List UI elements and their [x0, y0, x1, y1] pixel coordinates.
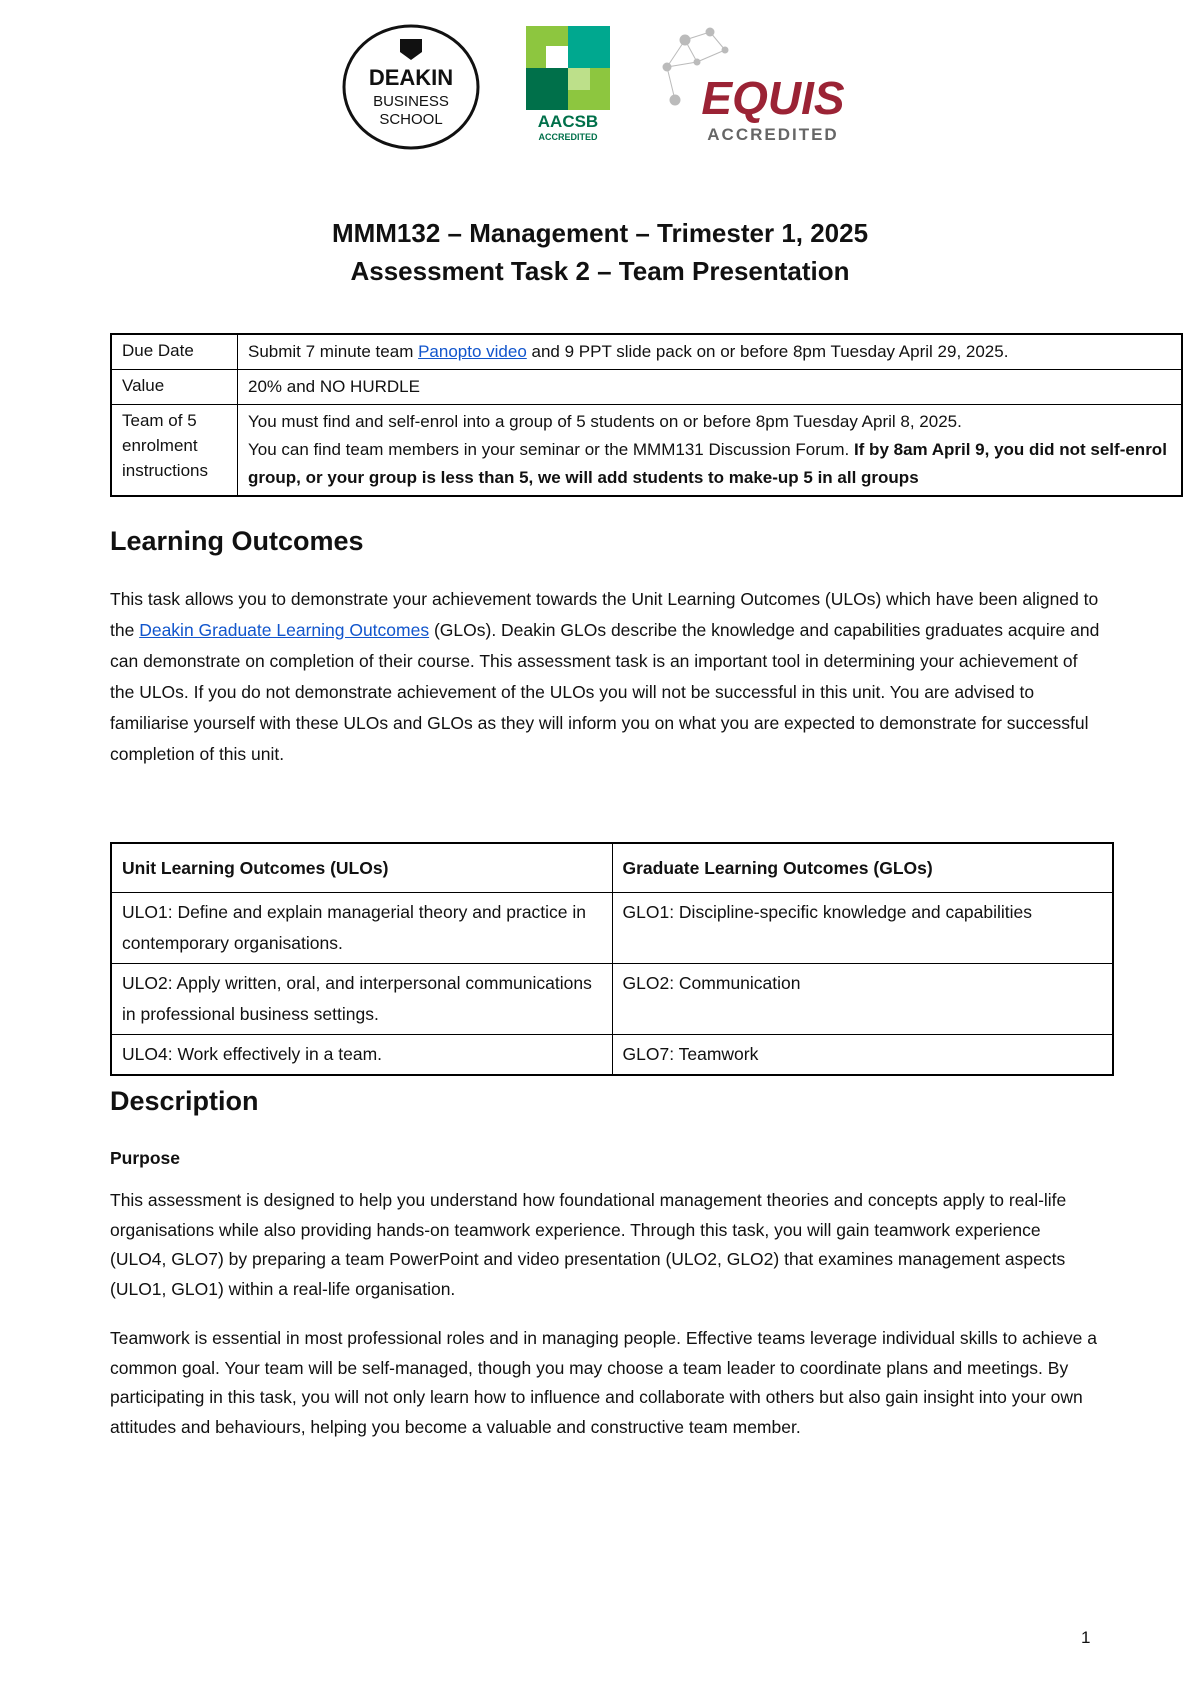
- ulo-cell: ULO1: Define and explain managerial theory and practice in contemporary organisations.: [111, 893, 612, 964]
- learning-outcomes-paragraph: This task allows you to demonstrate your achievement towards the Unit Learning Outcomes (ULOs) which have been aligned to the Deakin Graduate Learning Outcomes (GLOs). Deakin GLOs describe the knowledge and capabilities graduates acquire and can demonstrate on completion of their course. This assessment task is an important tool in determining your achievement of the ULOs. If you do not demonstrate achievement of the ULOs you will not be successful in this unit. You are advised to familiarise yourself with these ULOs and GLOs as they will inform you on what you are expected to demonstrate for successful completion of this unit.: [110, 589, 1100, 764]
- team-enrolment-instructions: You must find and self-enrol into a group of 5 students on or before 8pm Tuesday April 8, 2025. You can find team members in your seminar or the MMM131 Discussion Forum. If by 8am April 9, you did not self-enrol group, or your group is less than 5, we will add students to make-up 5 in all groups: [238, 405, 1183, 497]
- description-heading: Description: [110, 1086, 259, 1116]
- value-row: [111, 370, 1182, 405]
- table-row: [111, 964, 1113, 1035]
- page-number: 1: [1081, 1628, 1091, 1647]
- purpose-paragraph-1: This assessment is designed to help you understand how foundational management theories and concepts apply to real-life organisations while also providing hands-on teamwork experience. Through this task, you will gain teamwork experience (ULO4, GLO7) by preparing a team PowerPoint and video presentation (ULO2, GLO2) that examines management aspects (ULO1, GLO1) within a real-life organisation.: [110, 1190, 1067, 1299]
- value-text: 20% and NO HURDLE: [238, 370, 1183, 405]
- svg-text:AACSB: AACSB: [537, 112, 599, 131]
- due-date-label: Due Date: [111, 334, 238, 370]
- page-title: [0, 214, 1200, 290]
- learning-outcomes-heading: Learning Outcomes: [110, 526, 364, 556]
- value-label: Value: [111, 370, 238, 405]
- panopto-video-link[interactable]: Panopto video: [418, 342, 527, 361]
- deakin-glo-link[interactable]: Deakin Graduate Learning Outcomes: [139, 620, 430, 640]
- aacsb-accredited-logo: [526, 26, 616, 144]
- glo-cell: GLO7: Teamwork: [612, 1035, 1113, 1076]
- title-line-task: Assessment Task 2 – Team Presentation: [350, 256, 850, 286]
- equis-accredited-logo: [655, 22, 855, 152]
- svg-text:BUSINESS: BUSINESS: [373, 93, 449, 110]
- title-line-unit: MMM132 – Management – Trimester 1, 2025: [331, 218, 869, 248]
- deakin-business-school-logo: [340, 22, 482, 152]
- table-row: [111, 1035, 1113, 1076]
- ulo-glo-table: [110, 842, 1114, 1076]
- svg-text:EQUIS: EQUIS: [701, 72, 845, 124]
- due-date-row: [111, 334, 1182, 370]
- ulo-column-header: Unit Learning Outcomes (ULOs): [111, 843, 612, 893]
- ulo-cell: ULO4: Work effectively in a team.: [111, 1035, 612, 1076]
- due-date-value: Submit 7 minute team Panopto video and 9 PPT slide pack on or before 8pm Tuesday April 29, 2025.: [238, 334, 1183, 370]
- team-enrolment-label: Team of 5 enrolment instructions: [111, 405, 238, 497]
- glo-column-header: Graduate Learning Outcomes (GLOs): [612, 843, 1113, 893]
- purpose-paragraph-2: Teamwork is essential in most professional roles and in managing people. Effective teams leverage individual skills to achieve a common goal. Your team will be self-managed, though you may choose a team leader to coordinate plans and meetings. By participating in this task, you will not only learn how to influence and collaborate with others but also gain insight into your own attitudes and behaviours, helping you become a valuable and constructive team member.: [110, 1328, 1097, 1437]
- svg-text:SCHOOL: SCHOOL: [379, 111, 443, 128]
- assessment-info-table: [110, 333, 1183, 497]
- accreditation-logos: [340, 22, 860, 152]
- ulo-table-header: [111, 843, 1113, 893]
- table-row: [111, 893, 1113, 964]
- glo-cell: GLO2: Communication: [612, 964, 1113, 1035]
- glo-cell: GLO1: Discipline-specific knowledge and capabilities: [612, 893, 1113, 964]
- svg-text:DEAKIN: DEAKIN: [368, 65, 454, 90]
- ulo-cell: ULO2: Apply written, oral, and interpersonal communications in professional business settings.: [111, 964, 612, 1035]
- purpose-subheading: Purpose: [110, 1148, 181, 1168]
- team-enrolment-row: [111, 405, 1182, 497]
- svg-text:ACCREDITED: ACCREDITED: [538, 132, 598, 142]
- svg-text:ACCREDITED: ACCREDITED: [707, 125, 839, 144]
